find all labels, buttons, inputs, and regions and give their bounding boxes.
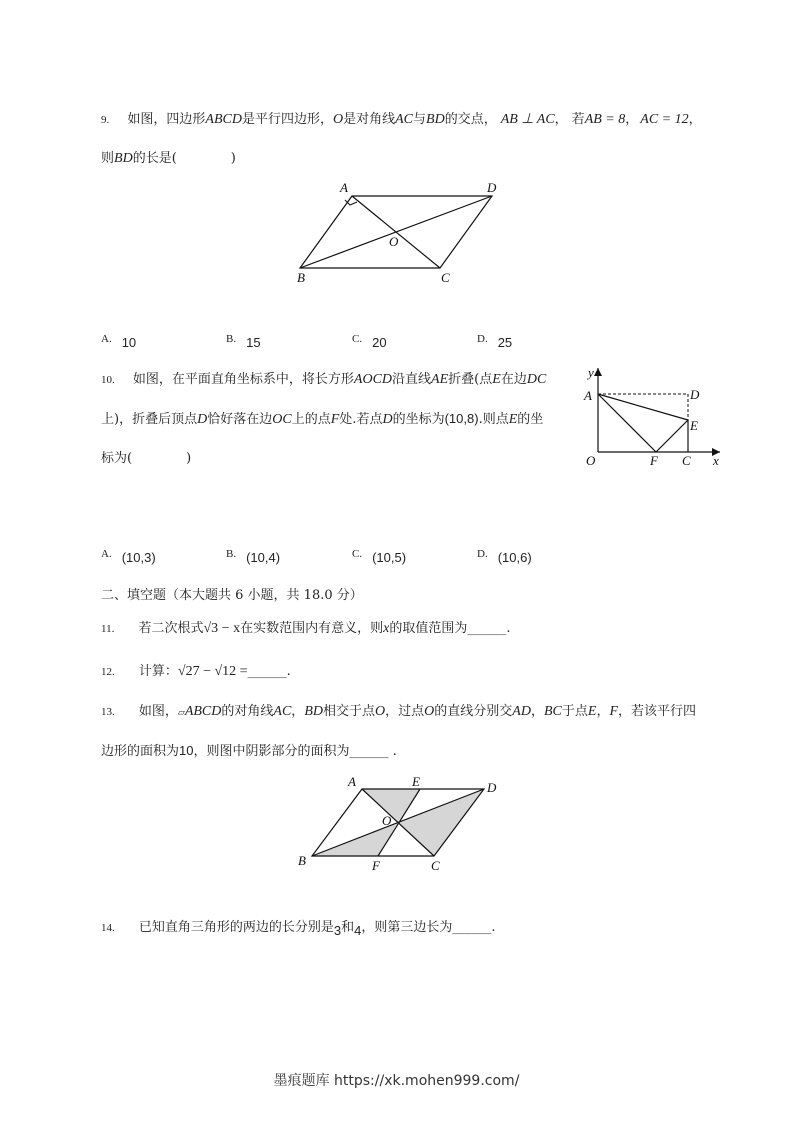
section-title: 二、填空题（本大题共 6 小题，共 18.0 分） <box>101 588 363 603</box>
question-13-line-1: 13. 如图，▱ABCD的对角线AC，BD相交于点O，过点O的直线分别交AD，BC于点E，F，若该平行四 <box>101 704 697 719</box>
label-C: C <box>431 858 440 873</box>
question-13-line-2: 边形的面积为10，则图中阴影部分的面积为______ . <box>101 743 397 759</box>
question-14: 14. 已知直角三角形的两边的长分别是3和4，则第三边长为______. <box>101 920 496 938</box>
option-d[interactable]: D. 25 <box>477 333 513 350</box>
q9-parallelogram-figure <box>290 178 510 286</box>
question-10-line-3: 标为( ) <box>101 451 192 466</box>
label-F: F <box>650 453 658 468</box>
question-12: 12. 计算：√27 − √12 =______. <box>101 664 291 679</box>
label-A: A <box>348 774 356 789</box>
option-d[interactable]: D. (10,6) <box>477 548 532 565</box>
label-D: D <box>690 387 700 402</box>
label-C: C <box>682 453 691 468</box>
q10-coordinate-figure <box>578 362 726 472</box>
footer-watermark: 墨痕题库 https://xk.mohen999.com/ <box>273 1073 520 1089</box>
label-E: E <box>690 418 698 433</box>
option-b[interactable]: B. 15 <box>226 333 261 350</box>
question-number: 10. <box>101 374 115 386</box>
label-A: A <box>340 180 348 195</box>
label-D: D <box>487 180 497 195</box>
option-c[interactable]: C. 20 <box>352 333 387 350</box>
q13-parallelogram-figure <box>292 772 504 874</box>
label-x: x <box>713 453 719 468</box>
label-A: A <box>584 388 592 403</box>
option-a[interactable]: A. 10 <box>101 333 137 350</box>
label-B: B <box>298 853 306 868</box>
label-O: O <box>382 813 392 828</box>
question-number: 9. <box>101 114 110 126</box>
question-10-line-1: 10. 如图，在平面直角坐标系中，将长方形AOCD沿直线AE折叠(点E在边DC <box>101 372 547 387</box>
option-a[interactable]: A. (10,3) <box>101 548 156 565</box>
label-y: y <box>588 365 594 380</box>
option-b[interactable]: B. (10,4) <box>226 548 281 565</box>
question-10-line-2: 上)，折叠后顶点D恰好落在边OC上的点F处.若点D的坐标为(10,8).则点E的坐 <box>101 411 544 427</box>
label-D: D <box>487 780 497 795</box>
label-F: F <box>372 858 380 873</box>
question-11: 11. 若二次根式√3 − x在实数范围内有意义，则x的取值范围为______. <box>101 621 511 636</box>
question-9-line-2: 则BD的长是( ) <box>101 151 236 166</box>
label-C: C <box>441 270 450 285</box>
label-B: B <box>297 270 305 285</box>
label-O: O <box>586 453 596 468</box>
question-9-line-1: 9. 如图，四边形ABCD是平行四边形，O是对角线AC与BD的交点， AB ⊥ AC， 若AB = 8， AC = 12， <box>101 112 702 127</box>
option-c[interactable]: C. (10,5) <box>352 548 407 565</box>
label-E: E <box>412 774 420 789</box>
label-O: O <box>389 234 399 249</box>
